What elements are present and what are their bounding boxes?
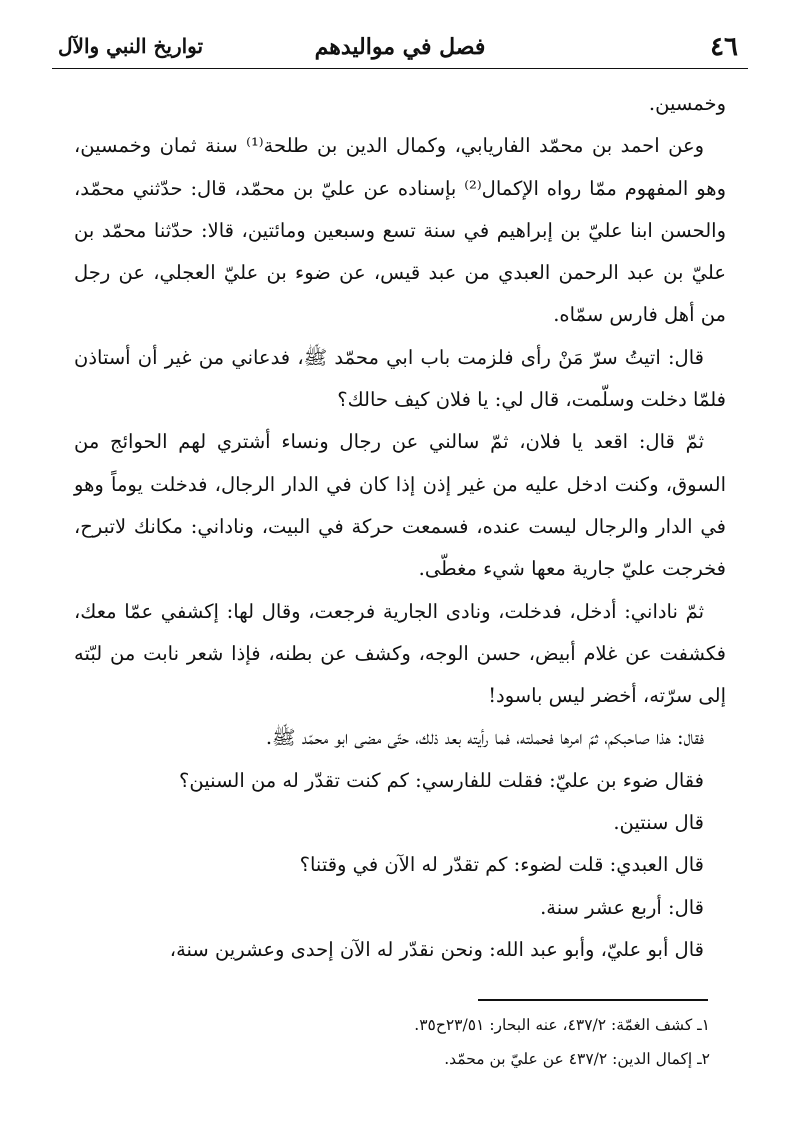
paragraph: ثمّ قال: اقعد يا فلان، ثمّ سالني عن رجال ونساء أشتري لهم الحوائج من السوق، وكنت ادخل عليه من غير إذن إذا كان في الدار الرجال، فدخلت يوماً وهو في الدار والرجال ليست عنده، فسمعت حركة في البيت، وناداني: مكانك لاتبرح، فخرجت عليّ جارية معها شيء مغطّى. — [74, 430, 726, 581]
paragraph: قال: اتيتُ سرّ مَنْ رأى فلزمت باب ابي محمّد ﷺ، فدعاني من غير أن أستاذن فلمّا دخلت وسلّمت، قال لي: يا فلان كيف حالك؟ — [74, 345, 726, 412]
dialogue-line: قال أبو عليّ، وأبو عبد الله: ونحن نقدّر له الآن إحدى وعشرين سنة، — [169, 937, 704, 961]
footnotes — [74, 1008, 710, 1076]
dialogue-line: فقال ضوء بن عليّ: فقلت للفارسي: كم كنت تقدّر له من السنين؟ — [179, 768, 704, 792]
dialogue-line: قال سنتين. — [613, 811, 704, 835]
paragraph-continuation: وخمسين. — [648, 92, 726, 115]
chapter-title: فصل في مواليدهم — [314, 34, 486, 60]
footnote: ١ـ كشف الغمّة: ٤٣٧/٢، عنه البحار: ٢٣/٥١ح٣٥. — [414, 1016, 710, 1034]
paragraph: وعن احمد بن محمّد الفاريابي، وكمال الدين بن طلحة⁽¹⁾ سنة ثمان وخمسين، وهو المفهوم ممّا رواه الإكمال⁽²⁾ بإسناده عن عليّ بن محمّد، قال: حدّثني محمّد، والحسن ابنا عليّ بن إبراهيم في سنة تسع وسبعين ومائتين، قالا: حدّثنا محمّد بن عليّ بن عبد الرحمن العبدي من عبد قيس، عن ضوء بن عليّ العجلي، عن رجل من أهل فارس سمّاه. — [74, 134, 726, 327]
dialogue-line: قال: أربع عشر سنة. — [540, 895, 704, 919]
dialogue-line: قال العبدي: قلت لضوء: كم تقدّر له الآن في وقتنا؟ — [299, 853, 704, 877]
footnote-rule — [478, 999, 708, 1001]
page-number: ٤٦ — [710, 32, 738, 62]
header-rule — [52, 68, 748, 69]
running-header — [52, 30, 748, 70]
paragraph: ثمّ ناداني: أدخل، فدخلت، ونادى الجارية فرجعت، وقال لها: إكشفي عمّا معك، فكشفت عن غلام أبيض، حسن الوجه، وكشف عن بطنه، فإذا شعر نابت من لبّته إلى سرّته، أخضر ليس باسود! — [74, 599, 726, 708]
paragraph: فقال: هذا صاحبكم، ثمّ امرها فحملته، فما رأيته بعد ذلك، حتّى مضى ابو محمّد ﷺ. — [265, 726, 704, 750]
body-text — [74, 83, 726, 971]
book-title: تواريخ النبي والآل — [58, 34, 204, 58]
footnote: ٢ـ إكمال الدين: ٤٣٧/٢ عن عليّ بن محمّد. — [444, 1050, 710, 1068]
